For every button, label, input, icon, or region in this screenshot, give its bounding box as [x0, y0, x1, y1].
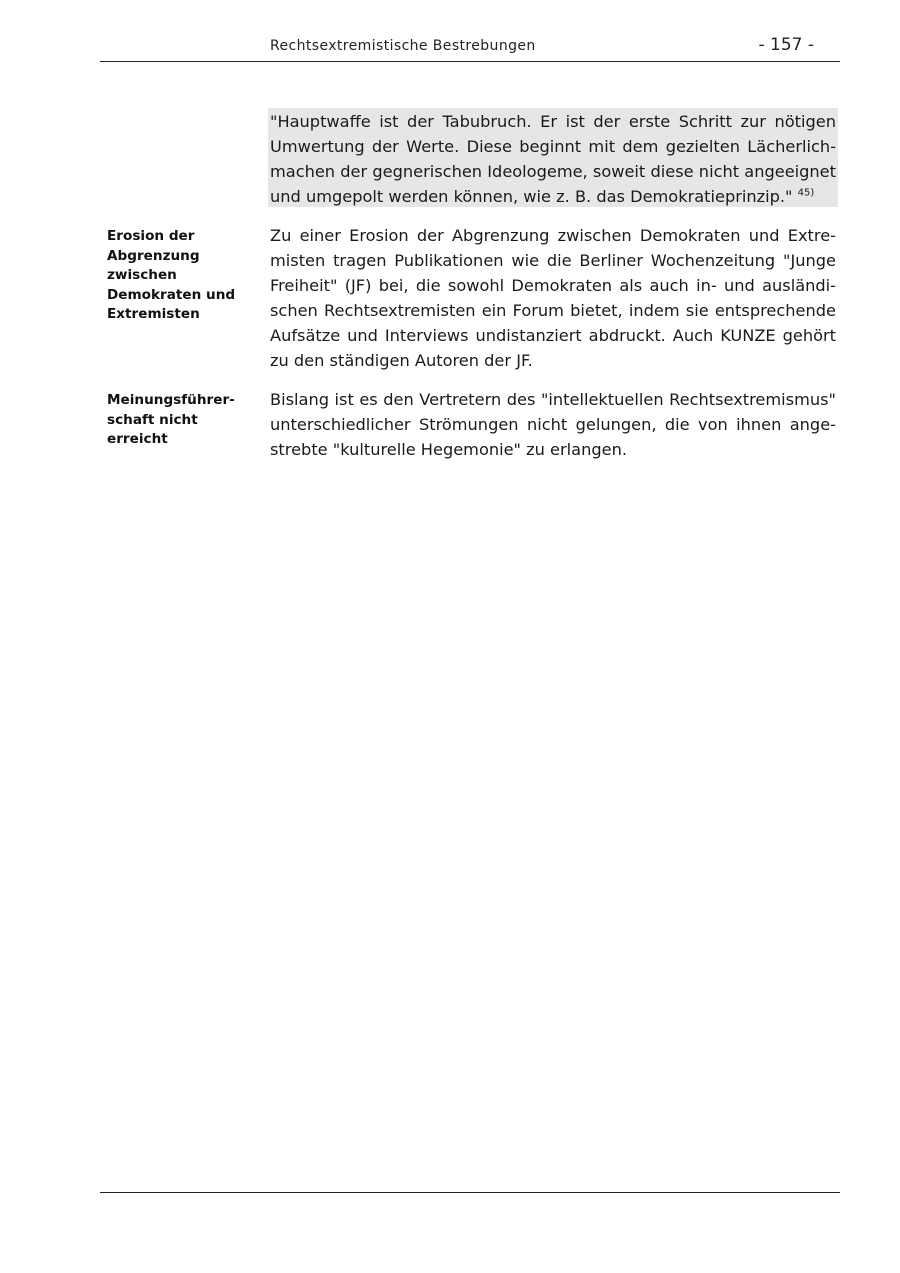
- footnote-reference: 45): [797, 187, 815, 199]
- quote-text: "Hauptwaffe ist der Tabubruch. Er ist der erste Schritt zur nötigen Umwertung der Werte. Diese beginnt mit dem gezielten Lächerlichmachen der gegnerischen Ideologeme, soweit diese nicht angeeignet und umgepolt werden können, wie z. B. das Demokratieprinzip.": [270, 112, 836, 206]
- quote-block: [268, 108, 838, 207]
- footer-divider: [100, 1192, 840, 1193]
- page-header: [100, 34, 840, 62]
- margin-note-erosion: Erosion der Abgrenzung zwischen Demokraten und Extremisten: [107, 228, 236, 322]
- paragraph-erosion: Zu einer Erosion der Abgrenzung zwischen Demokraten und Extremisten tragen Publikationen wie die Berliner Wochenzeitung "Junge Freiheit" (JF) bei, die sowohl Demokraten als auch in- und ausländischen Rechtsextremisten ein Forum bietet, indem sie entsprechende Aufsätze und Interviews undistanziert abdruckt. Auch KUNZE gehört zu den ständigen Autoren der JF.: [270, 226, 836, 370]
- running-head-title: Rechtsextremistische Bestrebungen: [270, 38, 536, 54]
- paragraph-meinungsfuehrerschaft: Bislang ist es den Vertretern des "intellektuellen Rechtsextremismus" unterschiedlicher Strömungen nicht gelungen, die von ihnen angestrebte "kulturelle Hegemonie" zu erlangen.: [270, 390, 836, 459]
- margin-note-meinungsfuehrerschaft: Meinungsführerschaft nicht erreicht: [107, 392, 235, 447]
- page-number: - 157 -: [758, 35, 814, 55]
